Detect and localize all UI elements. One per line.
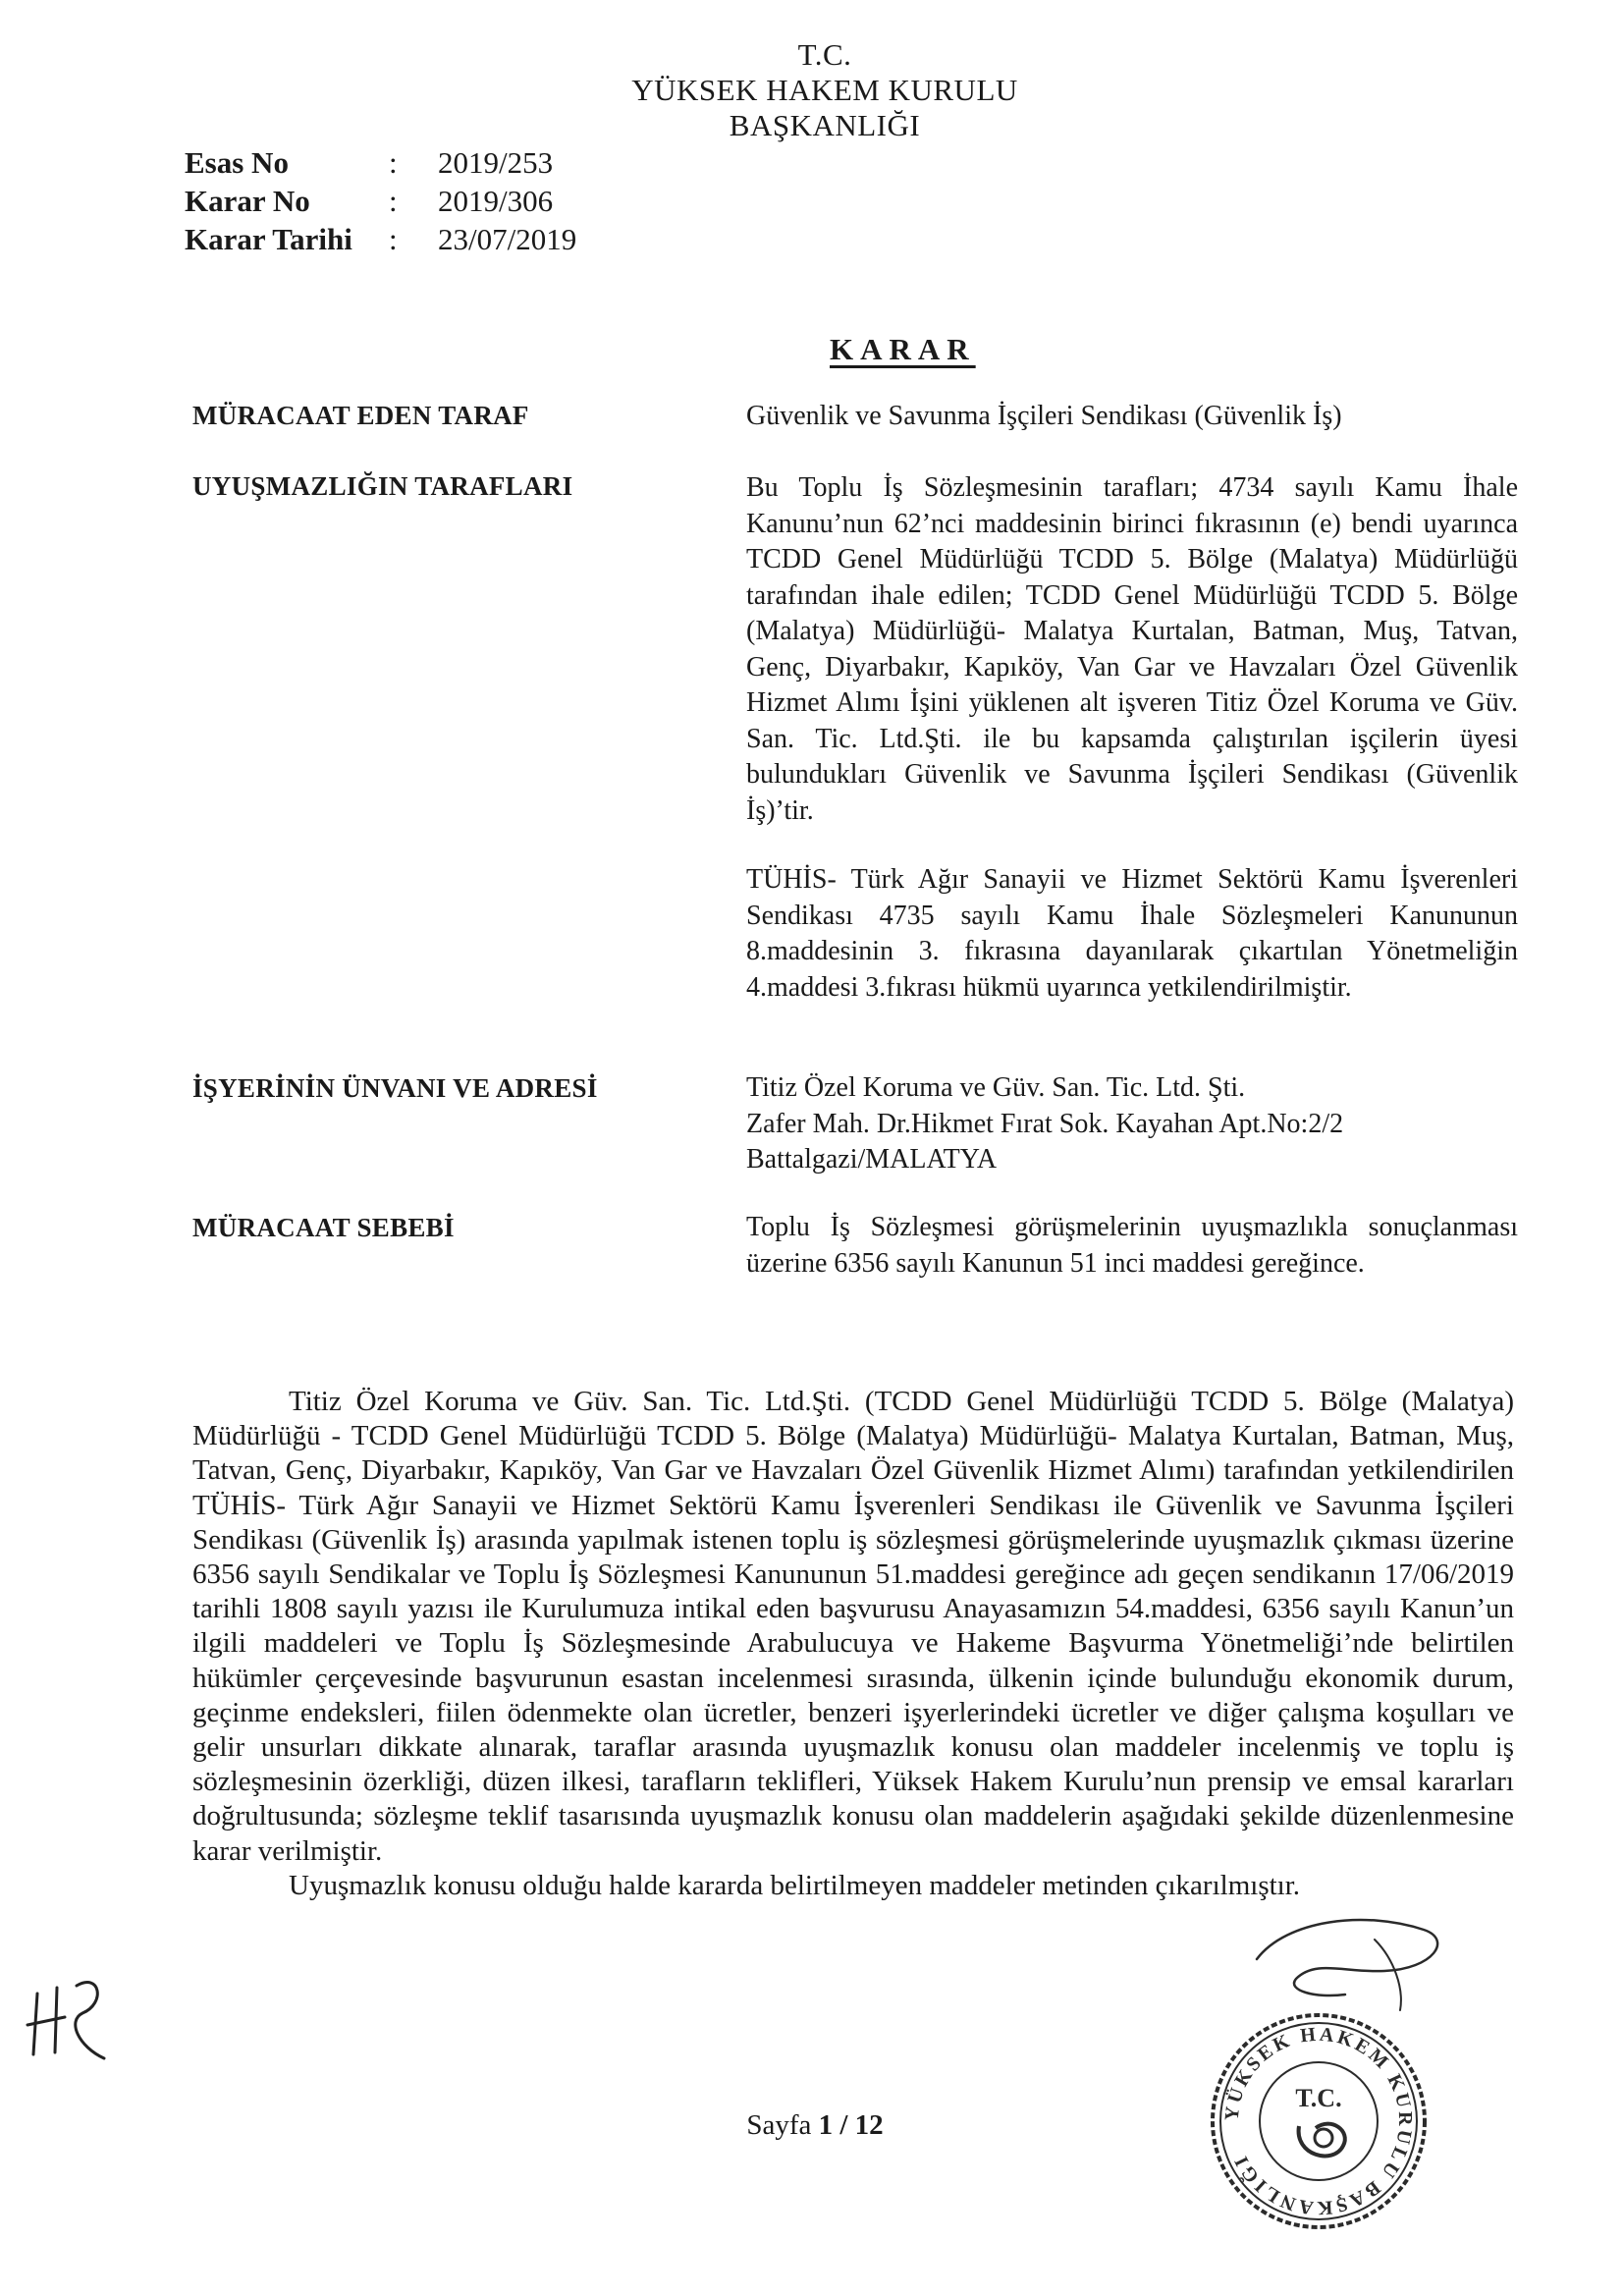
header-line-tc: T.C. xyxy=(797,37,852,72)
esas-no-value: 2019/253 xyxy=(438,145,554,180)
page-number xyxy=(687,2109,943,2142)
isyeri-unvan: Titiz Özel Koruma ve Güv. San. Tic. Ltd. Şti. xyxy=(746,1072,1246,1103)
body-paragraph-2: Uyuşmazlık konusu olduğu halde kararda belirtilmeyen maddeler metinden çıkarılmıştır. xyxy=(289,1869,1301,1901)
page-current: 1 xyxy=(818,2109,834,2141)
karar-no-row xyxy=(185,182,576,220)
document-header xyxy=(550,37,1100,143)
muracaat-sebebi-value xyxy=(746,1210,1518,1282)
taraflar-paragraph-1: Bu Toplu İş Sözleşmesinin tarafları; 4734 sayılı Kamu İhale Kanunu’nun 62’nci maddesinin birinci fıkrasının (e) bendi uyarınca TCDD Genel Müdürlüğü TCDD 5. Bölge (Malatya) Müdürlüğü tarafından ihale edilen; TCDD Genel Müdürlüğü TCDD 5. Bölge (Malatya) Müdürlüğü- Malatya Kurtalan, Batman, Muş, Tatvan, Genç, Diyarbakır, Kapıköy, Van Gar ve Havzaları Özel Güvenlik Hizmet Alımı İşini yüklenen alt işveren Titiz Özel Koruma ve Güv. San. Tic. Ltd.Şti. ile bu kapsamda çalıştırılan işçilerin üyesi bulundukları Güvenlik ve Savunma İşçileri Sendikası (Güvenlik İş)’tir. xyxy=(746,472,1518,826)
taraflar-paragraph-2: TÜHİS- Türk Ağır Sanayii ve Hizmet Sektörü Kamu İşverenleri Sendikası 4735 sayılı Kamu İhale Sözleşmeleri Kanununun 8.maddesinin 3. fıkrasına dayanılarak çıkartılan Yönetmeliğin 4.maddesi 3.fıkrası hükmü uyarınca yetkilendirilmiştir. xyxy=(746,864,1518,1003)
muracaat-eden-value xyxy=(746,399,1518,435)
stamp-ring-text: YÜKSEK HAKEM KURULU BAŞKANLIĞI xyxy=(1220,2023,1417,2219)
handwritten-initials xyxy=(20,1964,128,2062)
karar-tarihi-row xyxy=(185,220,576,258)
stamp-center-text: T.C. xyxy=(1295,2084,1342,2112)
header-line-baskanlik: BAŞKANLIĞI xyxy=(729,108,921,142)
karar-no-value: 2019/306 xyxy=(438,184,554,218)
colon: : xyxy=(389,145,398,180)
muracaat-eden-label: MÜRACAAT EDEN TARAF xyxy=(192,401,529,430)
signature-scribble xyxy=(1227,1900,1483,2018)
isyeri-label: İŞYERİNİN ÜNVANI VE ADRESİ xyxy=(192,1073,598,1103)
case-meta-block xyxy=(185,143,576,258)
karar-tarihi-label: Karar Tarihi xyxy=(185,222,352,256)
body-paragraph-1: Titiz Özel Koruma ve Güv. San. Tic. Ltd.Şti. (TCDD Genel Müdürlüğü TCDD 5. Bölge (Malatya) Müdürlüğü - TCDD Genel Müdürlüğü TCDD 5. Bölge (Malatya) Müdürlüğü- Malatya Kurtalan, Batman, Muş, Tatvan, Genç, Diyarbakır, Kapıköy, Van Gar ve Havzaları Özel Güvenlik Hizmet Alımı) tarafından yetkilendirilen TÜHİS- Türk Ağır Sanayii ve Hizmet Sektörü Kamu İşverenleri Sendikası ile Güvenlik ve Savunma İşçileri Sendikası (Güvenlik İş) arasında yapılmak istenen toplu iş sözleşmesi görüşmelerinde uyuşmazlık çıkması üzerine 6356 sayılı Sendikalar ve Toplu İş Sözleşmesi Kanununun 51.maddesi gereğince adı geçen sendikanın 17/06/2019 tarihli 1808 sayılı yazısı ile Kurulumuza intikal eden başvurusu Anayasamızın 54.maddesi, 6356 sayılı Kanun’un ilgili maddeleri ve Toplu İş Sözleşmesinde Arabulucuya ve Hakeme Başvurma Yönetmeliği’nde belirtilen hükümler çerçevesinde başvurunun esastan incelenmesi sırasında, ülkenin içinde bulunduğu ekonomik durum, geçinme endeksleri, fiilen ödenmekte olan ücretler, benzeri işyerlerindeki ücretler ve diğer çalışma koşulları ve gelir unsurları dikkate alınarak, taraflar arasında uyuşmazlık konusu olan maddeler incelenmiş ve toplu iş sözleşmesinin özerkliği, düzen ilkesi, tarafların teklifleri, Yüksek Hakem Kurulu’nun prensip ve emsal kararları doğrultusunda; sözleşme teklif tasarısında uyuşmazlık konusu olan maddelerin aşağıdaki şekilde düzenlenmesine karar verilmiştir. xyxy=(192,1386,1514,1867)
taraflar-label: UYUŞMAZLIĞIN TARAFLARI xyxy=(192,471,573,501)
isyeri-adres-1: Zafer Mah. Dr.Hikmet Fırat Sok. Kayahan Apt.No:2/2 xyxy=(746,1108,1344,1139)
header-line-kurul: YÜKSEK HAKEM KURULU xyxy=(631,73,1018,107)
official-stamp xyxy=(1206,2008,1432,2234)
karar-tarihi-value: 23/07/2019 xyxy=(438,222,577,256)
muracaat-eden-text: Güvenlik ve Savunma İşçileri Sendikası (Güvenlik İş) xyxy=(746,401,1342,431)
colon: : xyxy=(389,222,398,256)
page-separator: / xyxy=(839,2109,848,2141)
esas-no-row xyxy=(185,143,576,182)
colon: : xyxy=(389,184,398,218)
isyeri-value xyxy=(746,1070,1518,1178)
svg-text:YÜKSEK HAKEM KURULU BAŞKANLIĞI xyxy=(1221,2024,1416,2219)
isyeri-adres-2: Battalgazi/MALATYA xyxy=(746,1144,998,1175)
taraflar-value xyxy=(746,470,1518,1006)
document-title: KARAR xyxy=(830,332,976,366)
muracaat-sebebi-text: Toplu İş Sözleşmesi görüşmelerinin uyuşmazlıkla sonuçlanması üzerine 6356 sayılı Kanunun 51 inci maddesi gereğince. xyxy=(746,1212,1518,1279)
page-prefix: Sayfa xyxy=(746,2109,812,2141)
muracaat-sebebi-label: MÜRACAAT SEBEBİ xyxy=(192,1213,455,1242)
esas-no-label: Esas No xyxy=(185,145,289,180)
karar-no-label: Karar No xyxy=(185,184,310,218)
page-total: 12 xyxy=(854,2109,884,2141)
decision-body xyxy=(192,1385,1514,1903)
